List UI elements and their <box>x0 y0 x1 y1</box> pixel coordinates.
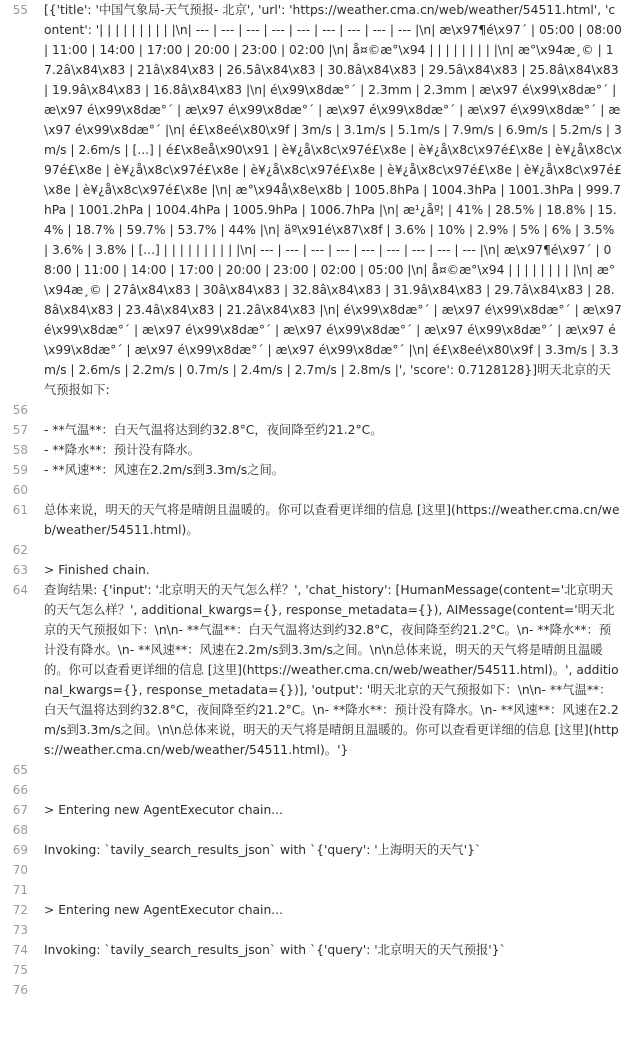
log-line <box>0 500 628 540</box>
log-line <box>0 860 628 880</box>
line-number: 60 <box>12 483 28 497</box>
line-number: 70 <box>12 863 28 877</box>
line-number: 65 <box>12 763 28 777</box>
log-line <box>0 960 628 980</box>
line-text: > Finished chain. <box>44 563 150 577</box>
line-number: 72 <box>12 903 28 917</box>
log-line <box>0 980 628 1000</box>
log-line <box>0 580 628 760</box>
log-line <box>0 800 628 820</box>
line-number: 56 <box>12 403 28 417</box>
line-text: 查询结果: {'input': '北京明天的天气怎么样？', 'chat_history': [HumanMessage(content='北京明天的天气怎么样？', additional_kwargs={}, response_metadata={}), AIMessage(content='明天北京的天气预报如下：\n\n- **气温**：白天气温将达到约32.8°C，夜间降至约21.2°C。\n- **降水**：预计没有降水。\n- **风速**：风速在2.2m/s到3.3m/s之间。\n\n总体来说，明天的天气将是晴朗且温暖的。你可以查看更详细的信息 [这里](https://weather.cma.cn/web/weather/54511.html)。', additional_kwargs={}, response_metadata={})], 'output': '明天北京的天气预报如下：\n\n- **气温**：白天气温将达到约32.8°C，夜间降至约21.2°C。\n- **降水**：预计没有降水。\n- **风速**：风速在2.2m/s到3.3m/s之间。\n\n总体来说，明天的天气将是晴朗且温暖的。你可以查看更详细的信息 [这里](https://weather.cma.cn/web/weather/54511.html)。'} <box>44 583 619 757</box>
line-text: 总体来说，明天的天气将是晴朗且温暖的。你可以查看更详细的信息 [这里](https://weather.cma.cn/web/weather/54511.html)。 <box>44 503 620 537</box>
line-text: [{'title': '中国气象局-天气预报- 北京', 'url': 'https://weather.cma.cn/web/weather/54511.html', 'content': '| | | | | | | | | |\n| --- | --- | --- | --- | --- | --- | --- | --- | --- |\n| æ\x97¶é\x97´ | 05:00 | 08:00 | 11:00 | 14:00 | 17:00 | 20:00 | 23:00 | 02:00 |\n| å¤©æ°\x94 | | | | | | | | |\n| æ°\x94æ¸© | 17.2â\x84\x83 | 21â\x84\x83 | 26.5â\x84\x83 | 30.8â\x84\x83 | 29.5â\x84\x83 | 25.8â\x84\x83 | 19.9â\x84\x83 | 16.8â\x84\x83 |\n| é\x99\x8dæ°´ | 2.3mm | 2.3mm | æ\x97 é\x99\x8dæ°´ | æ\x97 é\x99\x8dæ°´ | æ\x97 é\x99\x8dæ°´ | æ\x97 é\x99\x8dæ°´ | æ\x97 é\x99\x8dæ°´ | æ\x97 é\x99\x8dæ°´ |\n| é£\x8eé\x80\x9f | 3m/s | 3.1m/s | 5.1m/s | 7.9m/s | 6.9m/s | 5.2m/s | 3m/s | 2.6m/s | [...] | é£\x8eå\x90\x91 | è¥¿å\x8c\x97é£\x8e | è¥¿å\x8c\x97é£\x8e | è¥¿å\x8c\x97é£\x8e | è¥¿å\x8c\x97é£\x8e | è¥¿å\x8c\x97é£\x8e | è¥¿å\x8c\x97é£\x8e | è¥¿å\x8c\x97é£\x8e | è¥¿å\x8c\x97é£\x8e |\n| æ°\x94å\x8e\x8b | 1005.8hPa | 1004.3hPa | 1001.3hPa | 999.7hPa | 1001.2hPa | 1004.4hPa | 1005.9hPa | 1006.7hPa |\n| æ¹¿åº¦ | 41% | 28.5% | 18.8% | 15.4% | 18.7% | 59.7% | 53.7% | 44% |\n| äº\x91é\x87\x8f | 3.6% | 10% | 2.9% | 5% | 6% | 3.5% | 3.6% | 3.8% | [...] | | | | | | | | | |\n| --- | --- | --- | --- | --- | --- | --- | --- | --- |\n| æ\x97¶é\x97´ | 08:00 | 11:00 | 14:00 | 17:00 | 20:00 | 23:00 | 02:00 | 05:00 |\n| å¤©æ°\x94 | | | | | | | | |\n| æ°\x94æ¸© | 27â\x84\x83 | 30â\x84\x83 | 32.8â\x84\x83 | 31.9â\x84\x83 | 29.7â\x84\x83 | 28.8â\x84\x83 | 23.4â\x84\x83 | 21.2â\x84\x83 |\n| é\x99\x8dæ°´ | æ\x97 é\x99\x8dæ°´ | æ\x97 é\x99\x8dæ°´ | æ\x97 é\x99\x8dæ°´ | æ\x97 é\x99\x8dæ°´ | æ\x97 é\x99\x8dæ°´ | æ\x97 é\x99\x8dæ°´ | æ\x97 é\x99\x8dæ°´ | æ\x97 é\x99\x8dæ°´ |\n| é£\x8eé\x80\x9f | 3.3m/s | 3.3m/s | 2.6m/s | 2.2m/s | 0.7m/s | 2.4m/s | 2.7m/s | 2.8m/s |', 'score': 0.7128128}]明天北京的天气预报如下: <box>44 3 626 397</box>
log-line <box>0 840 628 860</box>
log-line <box>0 440 628 460</box>
line-number: 67 <box>12 803 28 817</box>
line-text: - **气温**：白天气温将达到约32.8°C，夜间降至约21.2°C。 <box>44 423 383 437</box>
line-number: 55 <box>12 3 28 17</box>
line-number: 74 <box>12 943 28 957</box>
line-number: 63 <box>12 563 28 577</box>
log-line <box>0 400 628 420</box>
line-number: 57 <box>12 423 28 437</box>
log-line <box>0 780 628 800</box>
line-text: - **风速**：风速在2.2m/s到3.3m/s之间。 <box>44 463 285 477</box>
line-number: 66 <box>12 783 28 797</box>
line-number: 62 <box>12 543 28 557</box>
log-line <box>0 760 628 780</box>
line-text: > Entering new AgentExecutor chain... <box>44 803 283 817</box>
line-text: Invoking: `tavily_search_results_json` with `{'query': '北京明天的天气预报'}` <box>44 943 506 957</box>
log-line <box>0 540 628 560</box>
line-text: Invoking: `tavily_search_results_json` with `{'query': '上海明天的天气'}` <box>44 843 482 857</box>
line-number: 59 <box>12 463 28 477</box>
line-number: 71 <box>12 883 28 897</box>
log-line <box>0 560 628 580</box>
line-number: 61 <box>12 503 28 517</box>
log-line <box>0 880 628 900</box>
log-line <box>0 820 628 840</box>
log-line <box>0 480 628 500</box>
log-line <box>0 420 628 440</box>
line-number: 64 <box>12 583 28 597</box>
line-number: 75 <box>12 963 28 977</box>
line-number: 73 <box>12 923 28 937</box>
log-line <box>0 920 628 940</box>
line-number: 76 <box>12 983 28 997</box>
log-line <box>0 0 628 400</box>
line-number: 69 <box>12 843 28 857</box>
line-text: - **降水**：预计没有降水。 <box>44 443 200 457</box>
line-text: > Entering new AgentExecutor chain... <box>44 903 283 917</box>
line-number: 58 <box>12 443 28 457</box>
log-line <box>0 940 628 960</box>
log-line <box>0 460 628 480</box>
log-line <box>0 900 628 920</box>
line-number: 68 <box>12 823 28 837</box>
